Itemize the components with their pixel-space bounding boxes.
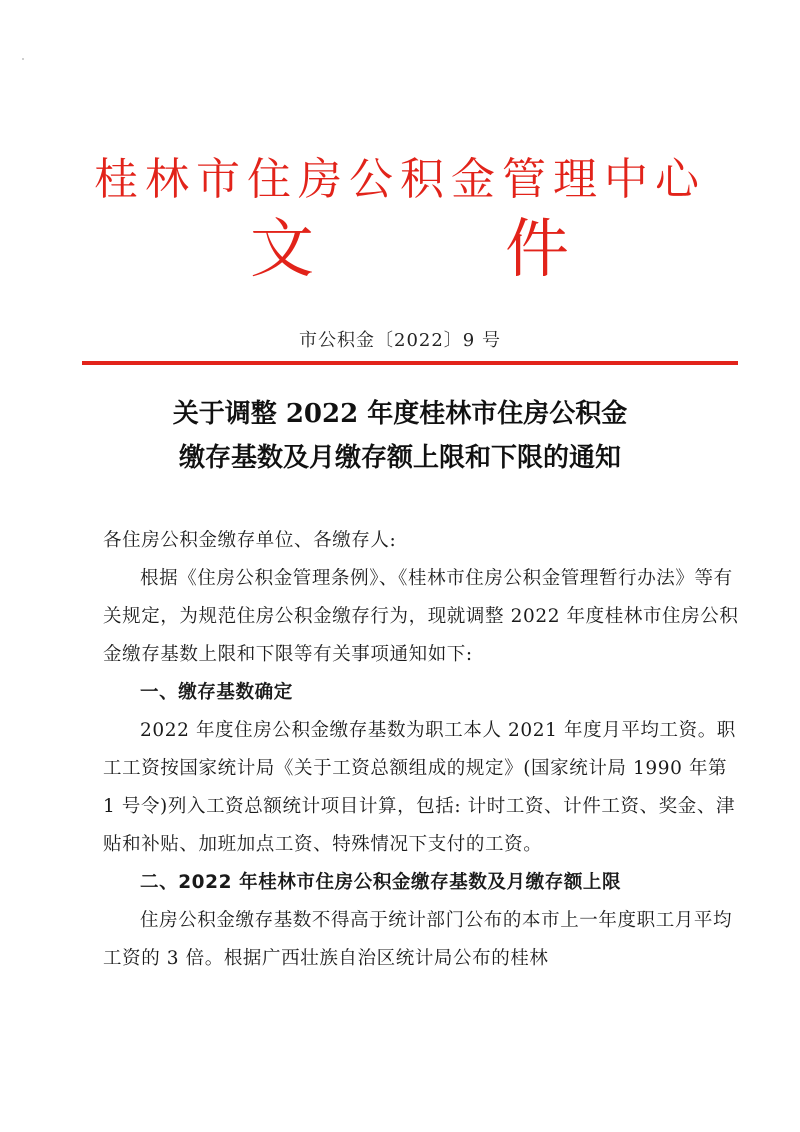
document-type-char-1: 文 — [250, 213, 314, 287]
red-separator-line — [82, 361, 738, 365]
document-type-char-2: 件 — [505, 213, 569, 287]
document-title — [0, 392, 800, 480]
document-number: 市公积金〔2022〕9 号 — [299, 330, 501, 351]
section-1-paragraph: 2022 年度住房公积金缴存基数为职工本人 2021 年度月平均工资。职工工资按国家统计局《关于工资总额组成的规定》(国家统计局 1990 年第 1 号令)列入工资总额统计项目计算，包括: 计时工资、计件工资、奖金、津贴和补贴、加班加点工资、特殊情况下支付的工资。 — [103, 720, 736, 855]
section-1-heading: 一、缴存基数确定 — [140, 682, 293, 703]
document-type-label — [0, 210, 800, 290]
document-title-line-2: 缴存基数及月缴存额上限和下限的通知 — [178, 443, 621, 473]
document-body — [103, 522, 743, 978]
salutation: 各住房公积金缴存单位、各缴存人: — [103, 530, 397, 551]
section-2-heading: 二、2022 年桂林市住房公积金缴存基数及月缴存额上限 — [140, 872, 622, 893]
document-title-line-1: 关于调整 2022 年度桂林市住房公积金 — [172, 399, 628, 429]
scan-speck — [22, 58, 24, 60]
intro-paragraph: 根据《住房公积金管理条例》、《桂林市住房公积金管理暂行办法》等有关规定，为规范住房公积金缴存行为，现就调整 2022 年度桂林市住房公积金缴存基数上限和下限等有关事项通知如下: — [103, 568, 739, 665]
issuing-organization: 桂林市住房公积金管理中心 — [94, 154, 706, 205]
section-2-paragraph: 住房公积金缴存基数不得高于统计部门公布的本市上一年度职工月平均工资的 3 倍。根据广西壮族自治区统计局公布的桂林 — [103, 910, 733, 969]
